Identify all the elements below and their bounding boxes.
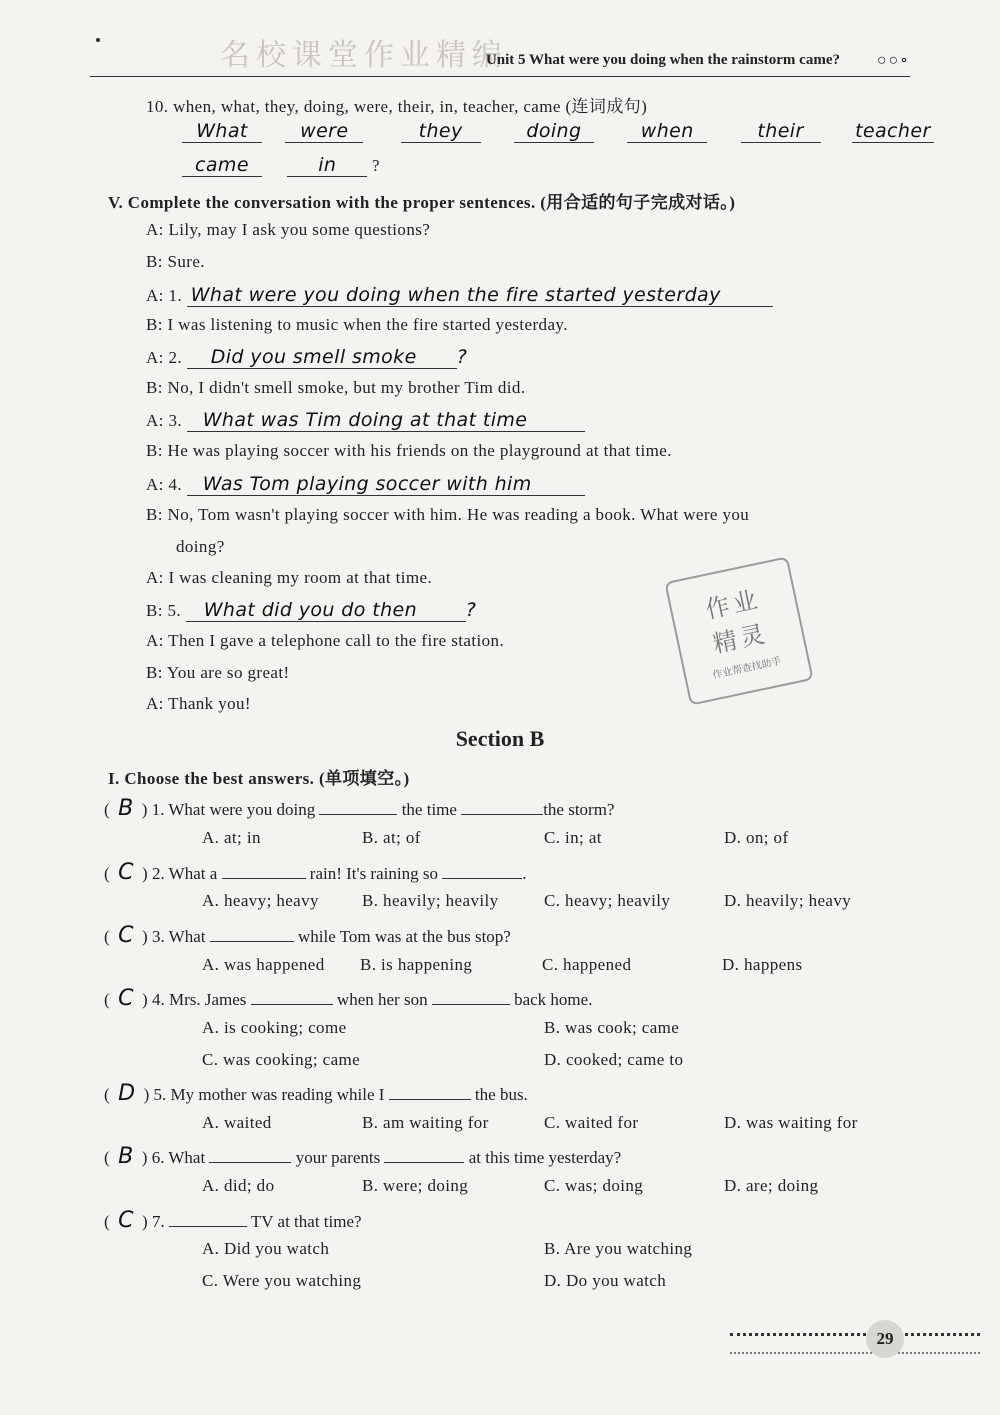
dialog-line-blank-1: A: 1. What were you doing when the fire started yesterday (146, 284, 773, 307)
handwritten-word: they (401, 120, 481, 143)
footer-dotted-line (730, 1333, 980, 1336)
handwritten-word: doing (514, 120, 594, 143)
dialog-line: B: I was listening to music when the fire started yesterday. (146, 315, 568, 334)
handwritten-choice: C (118, 860, 134, 885)
handwritten-choice: C (118, 1208, 134, 1233)
dialog-line-blank-4: A: 4. Was Tom playing soccer with him (146, 473, 585, 496)
section-v-heading: V. Complete the conversation with the proper sentences. (用合适的句子完成对话。) (108, 193, 736, 212)
handwritten-word: came (182, 154, 262, 177)
question-2: ( C ) 2. What a rain! It's raining so . (104, 860, 527, 885)
page-number: 29 (866, 1320, 904, 1358)
q4-options-row-2: C. was cooking; came D. cooked; came to (202, 1050, 684, 1069)
dialog-line: A: I was cleaning my room at that time. (146, 568, 433, 587)
dialog-line: B: Sure. (146, 252, 205, 271)
q4-options-row-1: A. is cooking; come B. was cook; came (202, 1018, 680, 1037)
handwritten-choice: C (118, 923, 134, 948)
dialog-line-continued: doing? (176, 537, 225, 556)
handwritten-word: What (182, 120, 262, 143)
handwritten-word: teacher (852, 120, 934, 143)
handwritten-answer: Was Tom playing soccer with him (187, 473, 585, 496)
unit-title: Unit 5 What were you doing when the rainstorm came? (485, 52, 840, 68)
question-4: ( C ) 4. Mrs. James when her son back home. (104, 986, 593, 1011)
q6-options: A. did; do B. were; doing C. was; doing D. are; doing (202, 1176, 819, 1195)
section-b-title: Section B (455, 726, 545, 751)
question-5: ( D ) 5. My mother was reading while I the bus. (104, 1081, 528, 1106)
handwritten-choice: B (118, 1144, 134, 1169)
homework-stamp: 作业 精灵 作业帮查找助手 (664, 556, 813, 705)
dialog-line: A: Then I gave a telephone call to the fire station. (146, 631, 505, 650)
q7-options-row-1: A. Did you watch B. Are you watching (202, 1239, 693, 1258)
faint-book-title: 名校课堂作业精编 (220, 38, 508, 73)
question-7: ( C ) 7. TV at that time? (104, 1208, 362, 1233)
dialog-line: B: No, Tom wasn't playing soccer with him. He was reading a book. What were you (146, 505, 750, 524)
handwritten-word: in (287, 154, 367, 177)
dialog-line: B: No, I didn't smell smoke, but my brother Tim did. (146, 378, 526, 397)
header-circles-icon: ○○∘ (876, 52, 910, 69)
q10-answer-row-1 (182, 120, 934, 143)
dialog-line-blank-5: B: 5. What did you do then ? (146, 599, 477, 621)
dialog-line: A: Thank you! (146, 694, 251, 713)
handwritten-word: when (627, 120, 707, 143)
handwritten-word: their (741, 120, 821, 143)
q7-options-row-2: C. Were you watching D. Do you watch (202, 1271, 667, 1290)
decorative-dot (96, 38, 100, 42)
question-mark: ? (371, 156, 380, 175)
dialog-line-blank-2: A: 2. Did you smell smoke ? (146, 346, 468, 368)
handwritten-choice: C (118, 986, 134, 1011)
question-1: ( B ) 1. What were you doing the time the storm? (104, 796, 615, 821)
page-header (90, 38, 910, 77)
footer-dotted-line-2 (730, 1352, 980, 1354)
dialog-line: A: Lily, may I ask you some questions? (146, 220, 431, 239)
question-3: ( C ) 3. What while Tom was at the bus stop? (104, 923, 511, 948)
dialog-line: B: You are so great! (146, 663, 290, 682)
handwritten-choice: B (118, 796, 134, 821)
handwritten-choice: D (118, 1081, 136, 1106)
dialog-line: B: He was playing soccer with his friends on the playground at that time. (146, 441, 672, 460)
q3-options: A. was happened B. is happening C. happened D. happens (202, 955, 803, 974)
q5-options: A. waited B. am waiting for C. waited for D. was waiting for (202, 1113, 858, 1132)
section-b-heading: I. Choose the best answers. (单项填空。) (108, 769, 410, 788)
handwritten-answer: What did you do then (186, 599, 466, 622)
handwritten-answer: What were you doing when the fire started yesterday (187, 284, 773, 307)
dialog-line-blank-3: A: 3. What was Tim doing at that time (146, 409, 585, 432)
question-6: ( B ) 6. What your parents at this time yesterday? (104, 1144, 622, 1169)
q10-answer-row-2 (182, 154, 380, 177)
handwritten-answer: What was Tim doing at that time (187, 409, 585, 432)
q1-options: A. at; in B. at; of C. in; at D. on; of (202, 828, 789, 847)
handwritten-word: were (285, 120, 363, 143)
q2-options: A. heavy; heavy B. heavily; heavily C. heavy; heavily D. heavily; heavy (202, 891, 852, 910)
q10-prompt: 10. when, what, they, doing, were, their, in, teacher, came (连词成句) (146, 97, 648, 116)
handwritten-answer: Did you smell smoke (187, 346, 457, 369)
